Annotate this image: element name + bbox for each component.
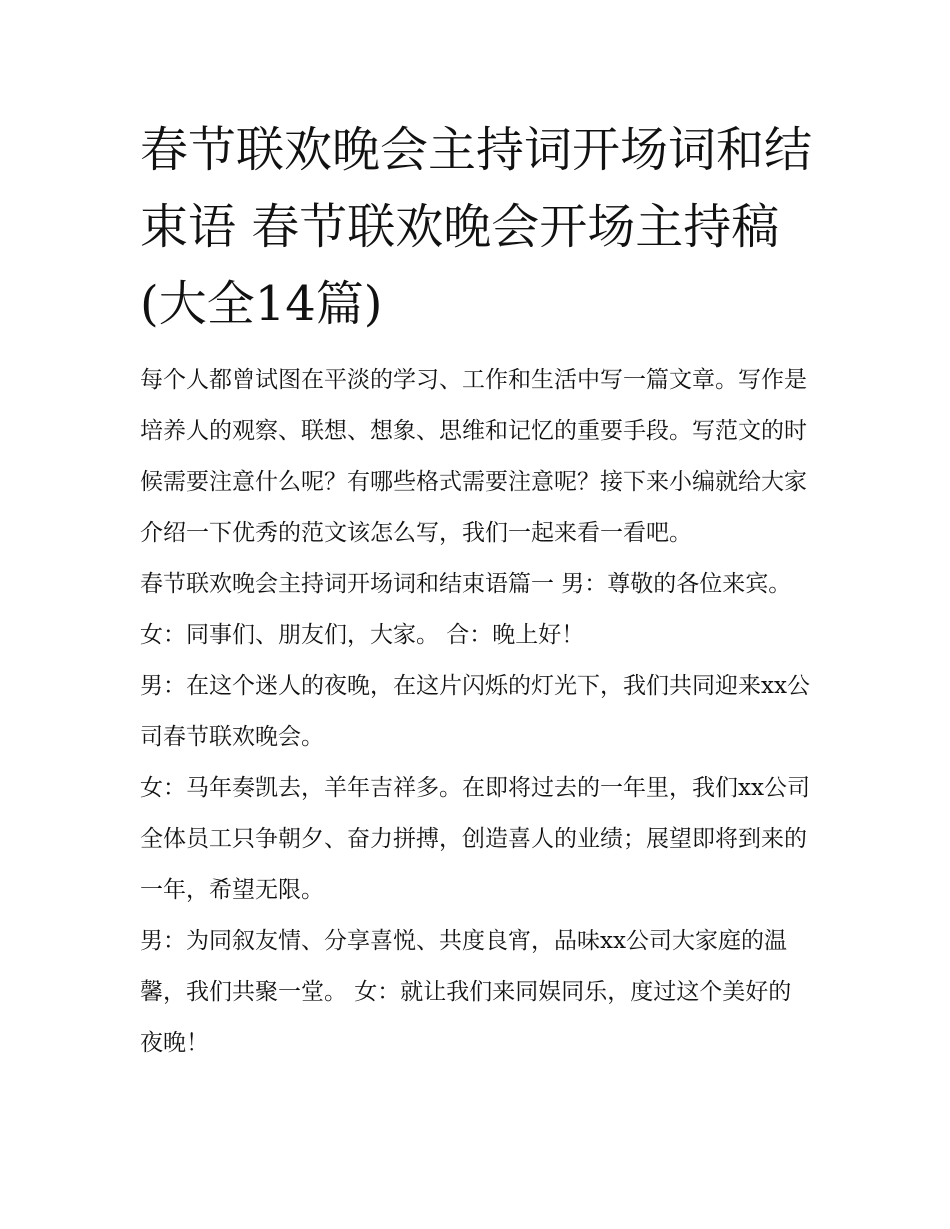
paragraph-intro: 每个人都曾试图在平淡的学习、工作和生活中写一篇文章。写作是培养人的观察、联想、想象、思维和记忆的重要手段。写范文的时候需要注意什么呢？有哪些格式需要注意呢？接下来小编就给大家介绍一下优秀的范文该怎么写，我们一起来看一看吧。 xyxy=(140,367,807,546)
paragraph-male-1: 男：在这个迷人的夜晚，在这片闪烁的灯光下，我们共同迎来xx公司春节联欢晚会。 xyxy=(140,673,810,750)
paragraph-male-2: 男：为同叙友情、分享喜悦、共度良宵，品味xx公司大家庭的温馨，我们共聚一堂。 女：就让我们来同娱同乐，度过这个美好的夜晚！ xyxy=(140,928,792,1056)
document-page xyxy=(140,112,812,1069)
paragraph-opening: 春节联欢晚会主持词开场词和结束语篇一 男：尊敬的各位来宾。 女：同事们、朋友们，大家。 合：晚上好！ xyxy=(140,571,792,648)
document-body xyxy=(140,355,812,1069)
paragraph-female-1: 女：马年奏凯去，羊年吉祥多。在即将过去的一年里，我们xx公司全体员工只争朝夕、奋力拼搏，创造喜人的业绩；展望即将到来的一年，希望无限。 xyxy=(140,775,810,903)
document-title: 春节联欢晚会主持词开场词和结束语 春节联欢晚会开场主持稿(大全14篇) xyxy=(140,122,813,332)
